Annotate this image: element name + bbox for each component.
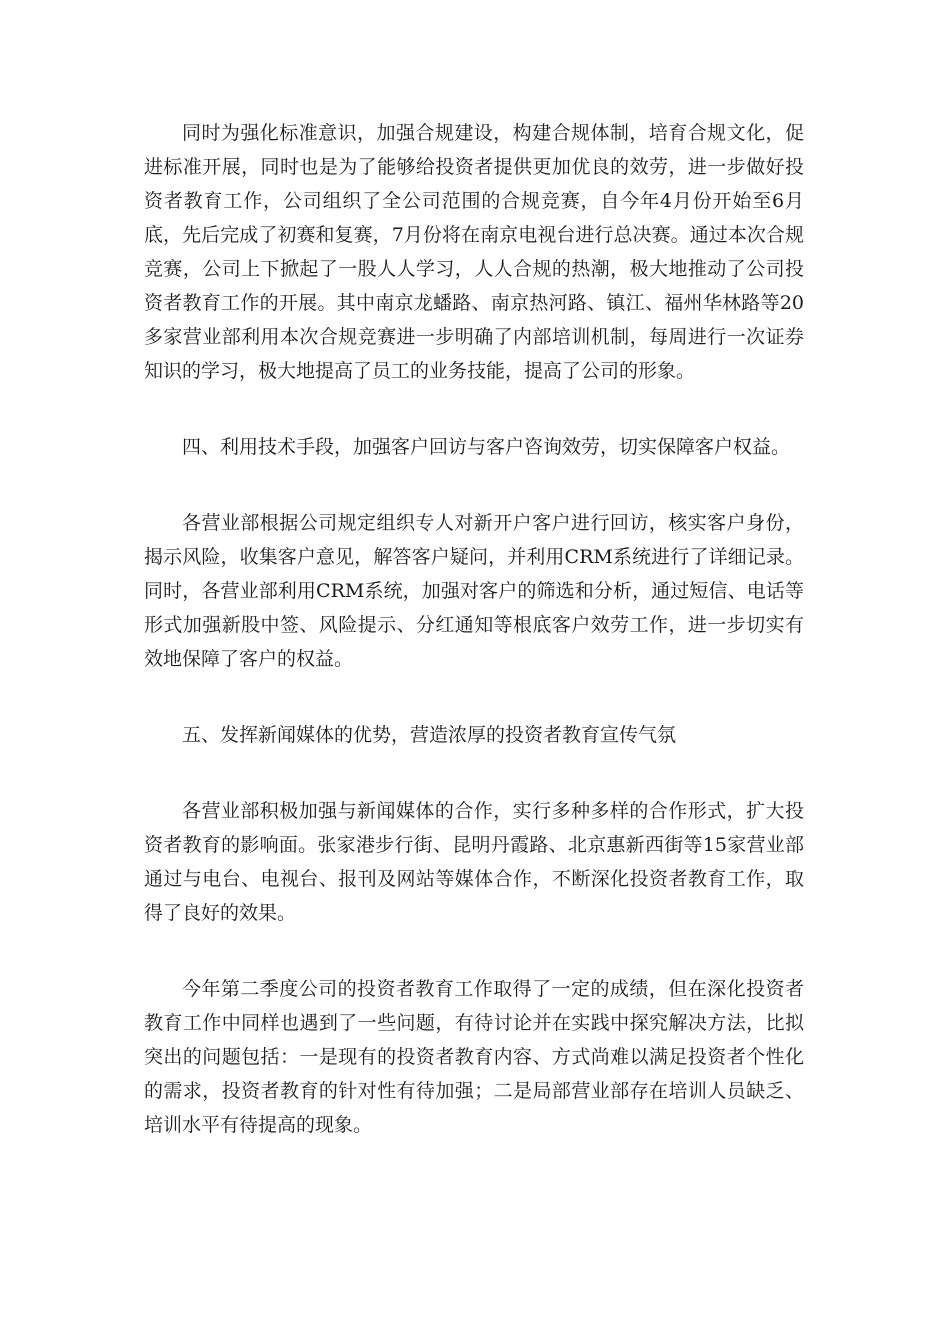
section-heading-five: 五、发挥新闻媒体的优势，营造浓厚的投资者教育宣传气氛: [182, 724, 677, 746]
paragraph-compliance-contest: 同时为强化标准意识，加强合规建设，构建合规体制，培育合规文化，促进标准开展，同时也是为了能够给投资者提供更加优良的效劳，进一步做好投资者教育工作，公司组织了全公司范围的合规竞赛，自今年4月份开始至6月底，先后完成了初赛和复赛，7月份将在南京电视台进行总决赛。通过本次合规竞赛，公司上下掀起了一股人人学习，人人合规的热潮，极大地推动了公司投资者教育工作的开展。其中南京龙蟠路、南京热河路、镇江、福州华林路等20多家营业部利用本次合规竞赛进一步明确了内部培训机制，每周进行一次证券知识的学习，极大地提高了员工的业务技能，提高了公司的形象。: [144, 122, 804, 382]
section-heading-four: 四、利用技术手段，加强客户回访与客户咨询效劳，切实保障客户权益。: [182, 436, 791, 458]
paragraph-problems-summary: 今年第二季度公司的投资者教育工作取得了一定的成绩，但在深化投资者教育工作中同样也遇到了一些问题，有待讨论并在实践中探究解决方法，比拟突出的问题包括：一是现有的投资者教育内容、方式尚难以满足投资者个性化的需求，投资者教育的针对性有待加强；二是局部营业部存在培训人员缺乏、培训水平有待提高的现象。: [144, 978, 804, 1136]
paragraph-client-followup: 各营业部根据公司规定组织专人对新开户客户进行回访，核实客户身份，揭示风险，收集客户意见，解答客户疑问，并利用CRM系统进行了详细记录。同时，各营业部利用CRM系统，加强对客户的筛选和分析，通过短信、电话等形式加强新股中签、风险提示、分红通知等根底客户效劳工作，进一步切实有效地保障了客户的权益。: [144, 512, 804, 670]
paragraph-media-cooperation: 各营业部积极加强与新闻媒体的合作，实行多种多样的合作形式，扩大投资者教育的影响面。张家港步行街、昆明丹霞路、北京惠新西街等15家营业部通过与电台、电视台、报刊及网站等媒体合作，不断深化投资者教育工作，取得了良好的效果。: [144, 800, 804, 924]
document-body: [144, 116, 804, 1142]
